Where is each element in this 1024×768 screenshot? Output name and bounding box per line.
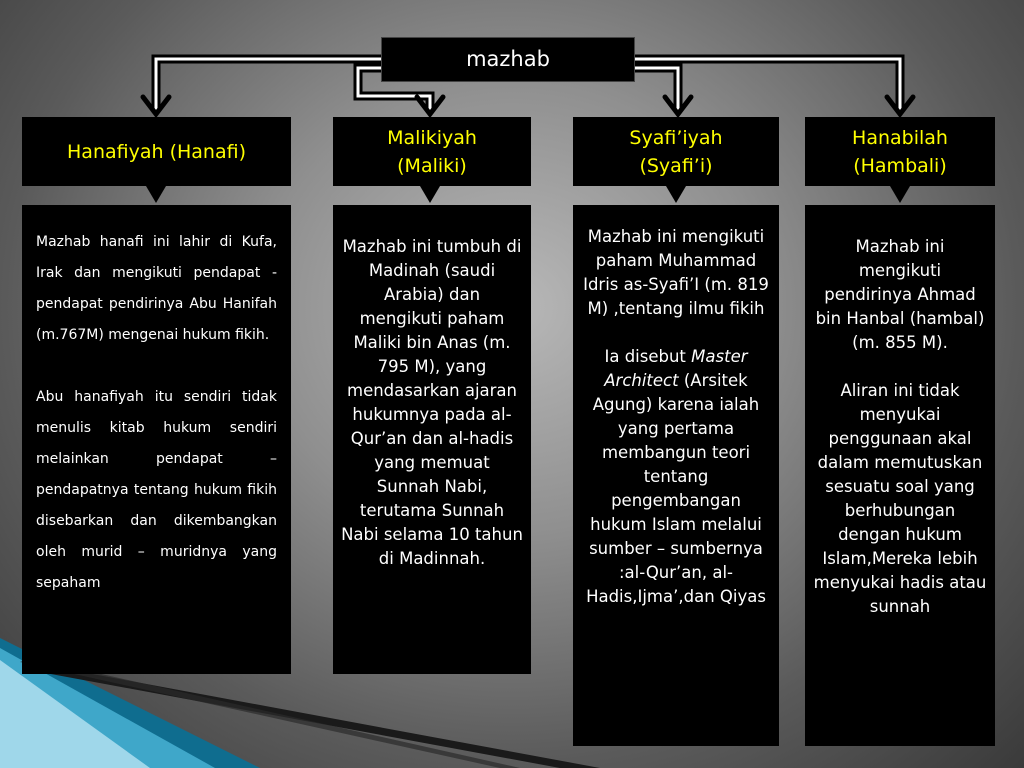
header-line-1: Hanabilah [852, 126, 948, 149]
header-line-2: (Syafi’i) [639, 154, 713, 177]
header-label [387, 124, 477, 180]
root-node-mazhab [381, 37, 635, 82]
text-italic: Master Architect [604, 347, 748, 390]
header-label [629, 124, 722, 180]
header-line-1: Malikiyah [387, 126, 477, 149]
header-line-2: (Maliki) [397, 154, 467, 177]
description-paragraph: Abu hanafiyah itu sendiri tidak menulis kitab hukum sendiri melainkan pendapat – pendapatnya tentang hukum fikih disebarkan dan dikembangkan oleh murid – muridnya yang sepaham [36, 389, 277, 591]
header-label: Hanafiyah (Hanafi) [67, 140, 246, 163]
header-hanabilah [805, 117, 995, 186]
header-malikiyah [333, 117, 531, 186]
description-paragraph: Aliran ini tidak menyukai penggunaan akal dalam memutuskan sesuatu soal yang berhubungan dengan hukum Islam,Mereka lebih menyukai hadis atau sunnah [813, 381, 987, 616]
description-malikiyah [333, 205, 531, 674]
description-hanafiyah [22, 205, 291, 674]
header-line-2: (Hambali) [853, 154, 947, 177]
header-label [852, 124, 948, 180]
description-hanabilah [805, 205, 995, 746]
description-paragraph: Mazhab ini mengikuti pendirinya Ahmad bin Hanbal (hambal) (m. 855 M). [815, 237, 985, 352]
description-paragraph [581, 345, 771, 609]
description-paragraph: Mazhab ini mengikuti paham Muhammad Idris as-Syafi’I (m. 819 M) ,tentang ilmu fikih [583, 227, 769, 318]
root-label: mazhab [466, 47, 550, 71]
description-syafiiyah [573, 205, 779, 746]
header-syafiiyah [573, 117, 779, 186]
text-prefix: Ia disebut [604, 347, 692, 366]
text-suffix: (Arsitek Agung) karena ialah yang pertama membangun teori tentang pengembangan hukum Islam melalui sumber – sumbernya :al-Qur’an, al-Hadis,Ijma’,dan Qiyas [586, 371, 766, 606]
header-line-1: Syafi’iyah [629, 126, 723, 149]
description-paragraph: Mazhab ini tumbuh di Madinah (saudi Arabia) dan mengikuti paham Maliki bin Anas (m. 795 M), yang mendasarkan ajaran hukumnya pada al-Qur’an dan al-hadis yang memuat Sunnah Nabi, terutama Sunnah Nabi selama 10 tahun di Madinnah. [341, 237, 523, 568]
description-paragraph: Mazhab hanafi ini lahir di Kufa, Irak dan mengikuti pendapat - pendapat pendirinya Abu Hanifah (m.767M) mengenai hukum fikih. [36, 234, 277, 343]
header-hanafiyah [22, 117, 291, 186]
